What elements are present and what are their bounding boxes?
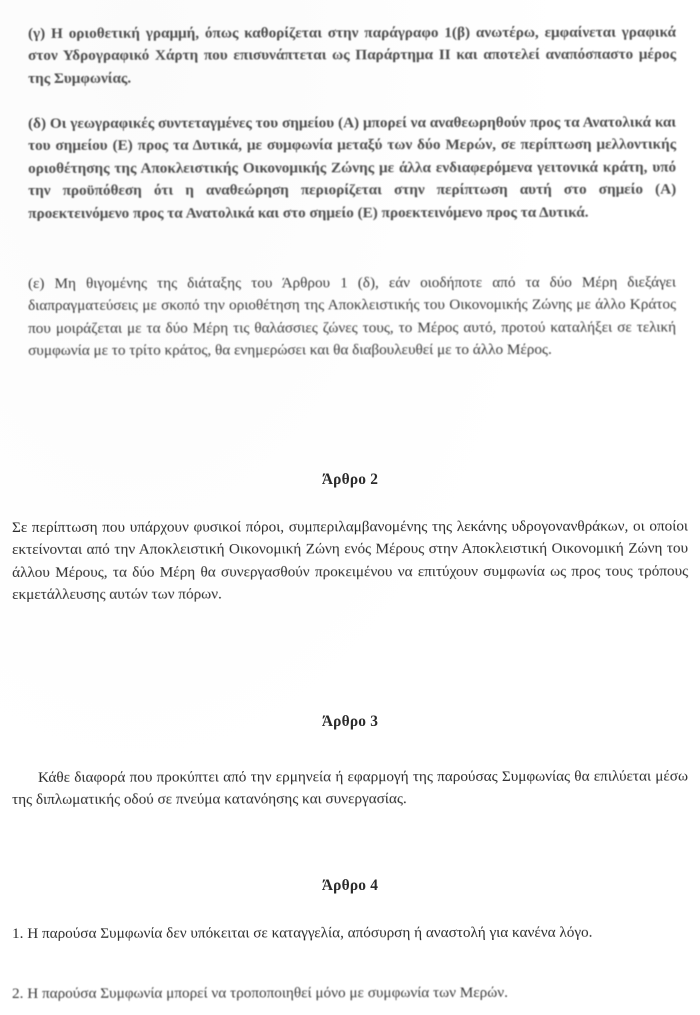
article-4-heading: Άρθρο 4 [321,877,379,894]
paragraph-delta: (δ) Οι γεωγραφικές συντεταγμένες του σημείου (Α) μπορεί να αναθεωρηθούν προς τα Ανατολικά και του σημείου (Ε) προς τα Δυτικά, με συμφωνία μεταξύ των δύο Μερών, σε περίπτωση μελλοντικής οριοθέτησης της Αποκλειστικής Οικονομικής Ζώνης με άλλα ενδιαφερόμενα γειτονικά κράτη, υπό την προϋπόθεση ότι η αναθεώρηση περιορίζεται στην περίπτωση αυτή στο σημείο (Α) προεκτεινόμενο προς τα Ανατολικά και στο σημείο (Ε) προεκτεινόμενο προς τα Δυτικά. [28,113,677,222]
article-3-body: Κάθε διαφορά που προκύπτει από την ερμηνεία ή εφαρμογή της παρούσας Συμφωνίας θα επιλύεται μέσω της διπλωματικής οδού σε πνεύμα κατανόησης και συνεργασίας. [12,767,689,809]
article-2-heading: Άρθρο 2 [321,471,379,488]
article-2-body: Σε περίπτωση που υπάρχουν φυσικοί πόροι, συμπεριλαμβανομένης της λεκάνης υδρογονανθράκων, οι οποίοι εκτείνονται από την Αποκλειστική Οικονομική Ζώνη ενός Μέρους στην Αποκλειστική Οικονομική Ζώνη του άλλου Μέρους, τα δύο Μέρη θα συνεργασθούν προκειμένου να επιτύχουν συμφωνία ως προς τους τρόπους εκμετάλλευσης αυτών των πόρων. [12,517,689,604]
paragraph-epsilon: (ε) Μη θιγομένης της διάταξης του Άρθρου 1 (δ), εάν οιοδήποτε από τα δύο Μέρη διεξάγει διαπραγματεύσεις με σκοπό την οριοθέτηση της Αποκλειστικής του Οικονομικής Ζώνης με άλλο Κράτος που μοιράζεται με τα δύο Μέρη τις θαλάσσιες ζώνες τους, το Μέρος αυτό, προτού καταλήξει σε τελική συμφωνία με το τρίτο κράτος, θα ενημερώσει και θα διαβουλευθεί με το άλλο Μέρος. [28,273,677,360]
paragraph-gamma: (γ) Η οριοθετική γραμμή, όπως καθορίζεται στην παράγραφο 1(β) ανωτέρω, εμφαίνεται γραφικά στον Υδρογραφικό Χάρτη που επισυνάπτεται ως Παράρτημα ΙΙ και αποτελεί αναπόσπαστο μέρος της Συμφωνίας. [28,23,677,87]
article-4-item-2: 2. Η παρούσα Συμφωνία μπορεί να τροποποιηθεί μόνο με συμφωνία των Μερών. [12,984,508,1003]
article-3-heading: Άρθρο 3 [321,713,379,730]
article-4-item-1: 1. Η παρούσα Συμφωνία δεν υπόκειται σε καταγγελία, απόσυρση ή αναστολή για κανένα λόγο. [12,923,593,943]
